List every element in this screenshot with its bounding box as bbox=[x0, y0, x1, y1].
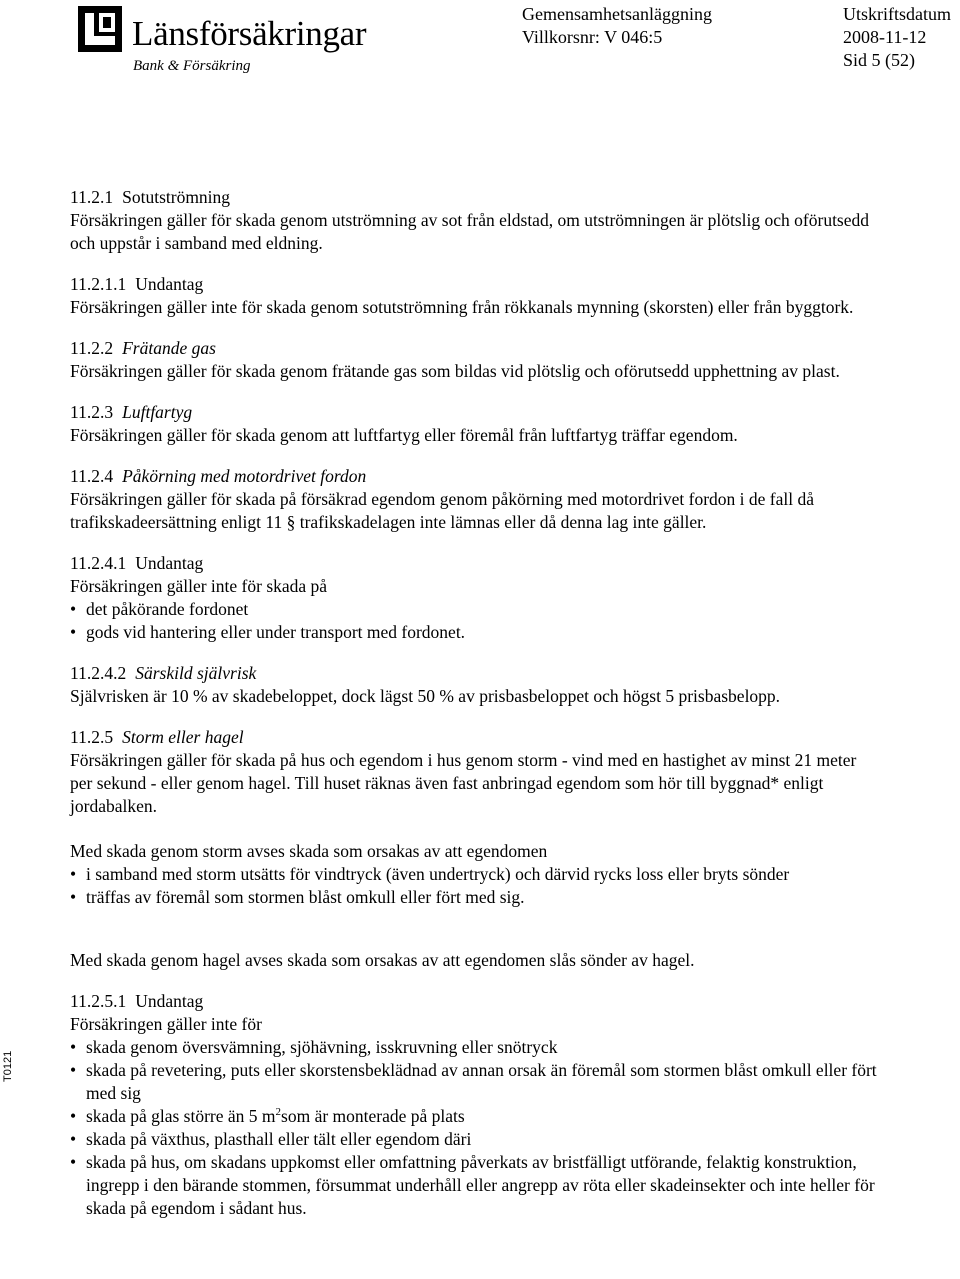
section-11-2-3 bbox=[70, 401, 880, 447]
list-item: • skada genom översvämning, sjöhävning, isskruvning eller snötryck bbox=[70, 1036, 880, 1059]
section-number: 11.2.3 bbox=[70, 402, 114, 422]
section-heading bbox=[70, 337, 880, 360]
section-heading bbox=[70, 186, 880, 209]
bullet-list bbox=[70, 1036, 880, 1220]
brand-subtitle: Bank & Försäkring bbox=[133, 58, 251, 74]
hail-definition: Med skada genom hagel avses skada som orsakas av att egendomen slås sönder av hagel. bbox=[70, 950, 695, 970]
section-heading bbox=[70, 990, 880, 1013]
section-title: Frätande gas bbox=[122, 338, 216, 358]
brand-logo-icon bbox=[78, 6, 122, 52]
section-title: Påkörning med motordrivet fordon bbox=[122, 466, 367, 486]
text-part: skada på glas större än 5 m bbox=[86, 1106, 276, 1126]
section-heading bbox=[70, 465, 880, 488]
section-text: Försäkringen gäller för skada genom att luftfartyg eller föremål från luftfartyg träffar egendom. bbox=[70, 425, 738, 445]
section-heading bbox=[70, 662, 880, 685]
section-number: 11.2.1 bbox=[70, 187, 114, 207]
section-title: Luftfartyg bbox=[122, 402, 193, 422]
section-heading bbox=[70, 273, 880, 296]
document-type: Gemensamhetsanläggning bbox=[522, 4, 712, 24]
section-11-2-4-1 bbox=[70, 552, 880, 644]
list-item: • skada på hus, om skadans uppkomst eller omfattning påverkats av bristfälligt utförande, felaktig konstruktion, ingrepp i den bärande stommen, försummat underhåll eller angrepp av röta eller skadeinsekter och inte heller för skada på egendom i sådant hus. bbox=[70, 1151, 880, 1220]
section-text: Självrisken är 10 % av skadebeloppet, dock lägst 50 % av prisbasbeloppet och högst 5 prisbasbelopp. bbox=[70, 686, 781, 706]
section-number: 11.2.5.1 bbox=[70, 991, 127, 1011]
section-text: Försäkringen gäller för skada genom frätande gas som bildas vid plötslig och oförutsedd upphettning av plast. bbox=[70, 361, 840, 381]
section-number: 11.2.5 bbox=[70, 727, 114, 747]
text-part: som är monterade på plats bbox=[281, 1106, 465, 1126]
section-heading bbox=[70, 552, 880, 575]
section-title: Undantag bbox=[135, 553, 204, 573]
document-body bbox=[70, 186, 880, 1238]
bullet-list bbox=[70, 598, 880, 644]
list-item: • skada på växthus, plasthall eller tält eller egendom däri bbox=[70, 1128, 880, 1151]
section-11-2-2 bbox=[70, 337, 880, 383]
section-text bbox=[70, 488, 880, 534]
section-text: Försäkringen gäller för skada på hus och egendom i hus genom storm - vind med en hastighet av minst 21 meter per sekund - eller genom hagel. Till huset räknas även fast anbringad egendom som hör till byggnad* enligt jordabalken. bbox=[70, 750, 857, 816]
list-item: • i samband med storm utsätts för vindtryck (även undertryck) och därvid rycks loss eller bryts sönder bbox=[70, 863, 880, 886]
list-item: • gods vid hantering eller under transport med fordonet. bbox=[70, 621, 880, 644]
section-text: Försäkringen gäller inte för skada på bbox=[70, 576, 328, 596]
section-heading bbox=[70, 401, 880, 424]
section-11-2-5-1 bbox=[70, 990, 880, 1220]
text-part: Försäkringen gäller för skada på försäkrad egendom genom påkörning med motordrivet fordon i de fall då trafikskadeersättning enligt 11 bbox=[70, 489, 815, 532]
text-part: trafikskadelagen inte lämnas eller då denna lag inte gäller. bbox=[295, 512, 707, 532]
section-11-2-4 bbox=[70, 465, 880, 534]
section-title: Undantag bbox=[135, 991, 204, 1011]
storm-definition: Med skada genom storm avses skada som orsakas av att egendomen bbox=[70, 841, 548, 861]
section-number: 11.2.4.2 bbox=[70, 663, 127, 683]
section-text: Försäkringen gäller för skada genom utströmning av sot från eldstad, om utströmningen är plötslig och oförutsedd och uppstår i samband med eldning. bbox=[70, 210, 870, 253]
section-heading bbox=[70, 726, 880, 749]
section-11-2-1 bbox=[70, 186, 880, 255]
section-number: 11.2.2 bbox=[70, 338, 114, 358]
list-item: • träffas av föremål som stormen blåst omkull eller fört med sig. bbox=[70, 886, 880, 909]
section-sign: § bbox=[286, 512, 296, 532]
section-11-2-1-1 bbox=[70, 273, 880, 319]
page-number: Sid 5 (52) bbox=[843, 50, 915, 70]
brand-name: Länsförsäkringar bbox=[132, 14, 367, 53]
section-number: 11.2.4 bbox=[70, 466, 114, 486]
superscript: 2 bbox=[275, 1106, 282, 1119]
list-item bbox=[70, 1105, 880, 1128]
section-text: Försäkringen gäller inte för skada genom sotutströmning från rökkanals mynning (skorsten) eller från byggtork. bbox=[70, 297, 854, 317]
print-date-value: 2008-11-12 bbox=[843, 27, 927, 47]
section-11-2-5 bbox=[70, 726, 880, 972]
document-code: T0121 bbox=[2, 1050, 14, 1082]
section-number: 11.2.1.1 bbox=[70, 274, 127, 294]
list-item: • skada på revetering, puts eller skorstensbeklädnad av annan orsak än föremål som stormen blåst omkull eller fört med sig bbox=[70, 1059, 880, 1105]
section-text: Försäkringen gäller inte för bbox=[70, 1014, 262, 1034]
list-item: • det påkörande fordonet bbox=[70, 598, 880, 621]
section-title: Undantag bbox=[135, 274, 204, 294]
print-date-label: Utskriftsdatum bbox=[843, 4, 951, 24]
section-title: Sotutströmning bbox=[122, 187, 231, 207]
section-title: Särskild självrisk bbox=[135, 663, 257, 683]
policy-number: Villkorsnr: V 046:5 bbox=[522, 27, 663, 47]
bullet-list bbox=[70, 863, 880, 909]
section-title: Storm eller hagel bbox=[122, 727, 244, 747]
section-11-2-4-2 bbox=[70, 662, 880, 708]
section-number: 11.2.4.1 bbox=[70, 553, 127, 573]
